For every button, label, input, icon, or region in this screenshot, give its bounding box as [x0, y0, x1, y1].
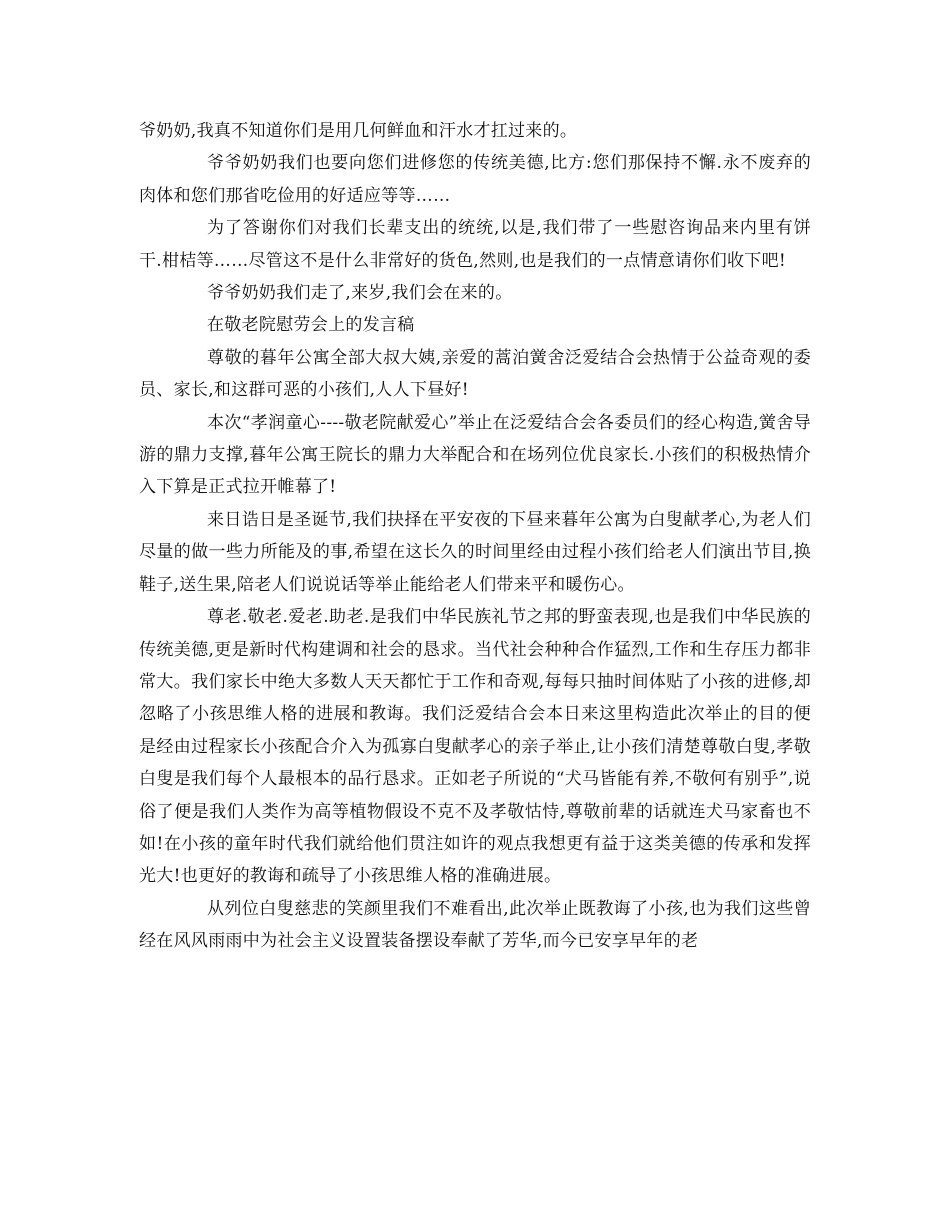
- document-body: [139, 115, 811, 958]
- paragraph: 爷爷奶奶我们也要向您们进修您的传统美德,比方:您们那保持不懈.永不废弃的肉体和您们那省吃俭用的好适应等等……: [139, 153, 811, 206]
- paragraph-greeting: 尊敬的暮年公寓全部大叔大姨,亲爱的蒿泊黉舍泛爱结合会热情于公益奇观的委员、家长,和这群可恶的小孩们,人人下昼好!: [139, 347, 811, 401]
- section-title: 在敬老院慰劳会上的发言稿: [207, 315, 415, 336]
- paragraph: 本次“孝润童心----敬老院献爱心”举止在泛爱结合会各委员们的经心构造,黉舍导游的鼎力支撑,暮年公寓王院长的鼎力大举配合和在场列位优良家长.小孩们的积极热情介入下算是正式拉开帷幕了!: [139, 412, 811, 498]
- paragraph: 尊老.敬老.爱老.助老.是我们中华民族礼节之邦的野蛮表现,也是我们中华民族的传统美德,更是新时代构建调和社会的恳求。当代社会种种合作猛烈,工作和生存压力都非常大。我们家长中绝大多数人天天都忙于工作和奇观,每每只抽时间体贴了小孩的进修,却忽略了小孩思维人格的进展和教诲。我们泛爱结合会本日来这里构造此次举止的目的便是经由过程家长小孩配合介入为孤寡白叟献孝心的亲子举止,让小孩们清楚尊敬白叟,孝敬白叟是我们每个人最根本的品行恳求。正如老子所说的“犬马皆能有养,不敬何有别乎”,说俗了便是我们人类作为高等植物假设不克不及孝敬怙恃,尊敬前辈的话就连犬马家畜也不如!在小孩的童年时代我们就给他们贯注如许的观点我想更有益于这类美德的传承和发挥光大!也更好的教诲和疏导了小孩思维人格的准确进展。: [139, 607, 811, 887]
- paragraph: 从列位白叟慈悲的笑颜里我们不难看出,此次举止既教诲了小孩,也为我们这些曾经在风风雨雨中为社会主义设置装备摆设奉献了芳华,而今已安享早年的老: [139, 898, 811, 952]
- paragraph: 为了答谢你们对我们长辈支出的统统,以是,我们带了一些慰咨询品来内里有饼干.柑桔等……尽管这不是什么非常好的货色,然则,也是我们的一点情意请你们收下吧!: [139, 218, 811, 271]
- paragraph: 爷爷奶奶我们走了,来岁,我们会在来的。: [207, 283, 513, 304]
- paragraph-continued: 爷奶奶,我真不知道你们是用几何鲜血和汗水才扛过来的。: [139, 121, 578, 141]
- paragraph: 来日诰日是圣诞节,我们抉择在平安夜的下昼来暮年公寓为白叟献孝心,为老人们尽量的做一些力所能及的事,希望在这长久的时间里经由过程小孩们给老人们演出节目,换鞋子,送生果,陪老人们说说话等举止能给老人们带来平和暖伤心。: [139, 509, 811, 595]
